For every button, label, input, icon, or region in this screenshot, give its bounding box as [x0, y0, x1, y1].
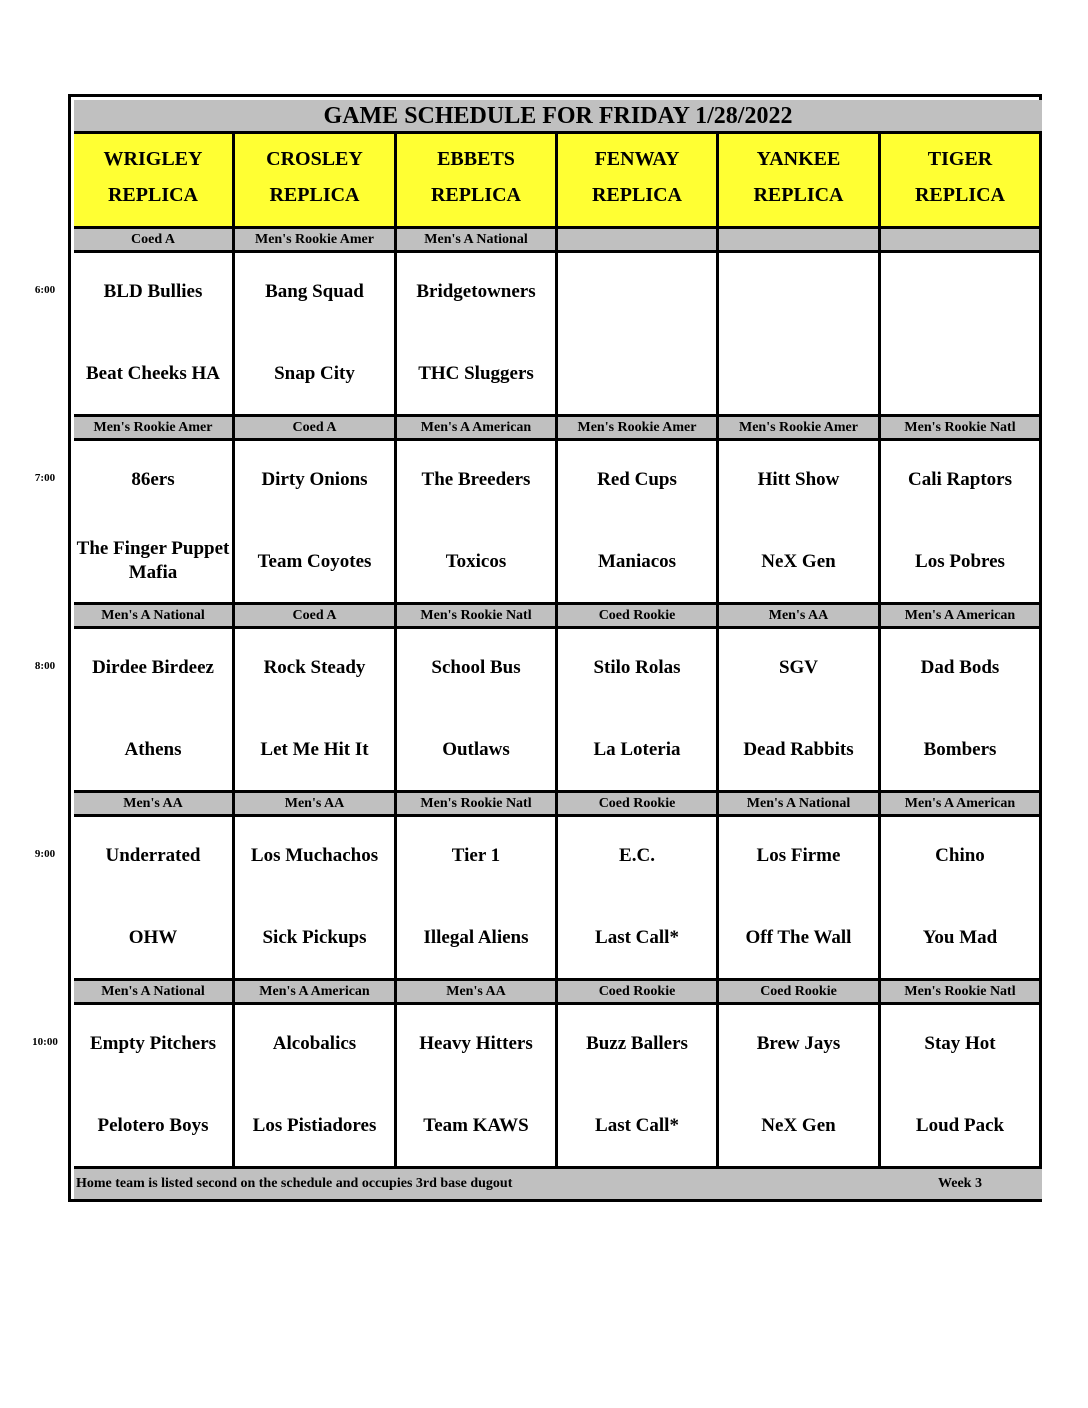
game-cell	[558, 253, 719, 417]
away-team: Chino	[935, 845, 985, 866]
home-team: Los Pistiadores	[252, 1115, 377, 1136]
home-team: Dead Rabbits	[743, 739, 854, 760]
field-name: EBBETS	[437, 148, 515, 170]
game-cell	[74, 1005, 235, 1169]
home-team: Sick Pickups	[262, 927, 367, 948]
field-header	[719, 134, 881, 229]
away-team: Dirdee Birdeez	[92, 657, 214, 678]
home-team: Loud Pack	[915, 1115, 1005, 1136]
field-name: FENWAY	[594, 148, 680, 170]
field-header	[235, 134, 397, 229]
away-team: Underrated	[105, 845, 201, 866]
division-label: Men's Rookie Amer	[235, 229, 397, 253]
division-label: Men's Rookie Amer	[558, 417, 719, 441]
away-team: Empty Pitchers	[89, 1033, 217, 1054]
home-team: Team Coyotes	[257, 551, 372, 572]
game-cell	[719, 629, 881, 793]
away-team: Stilo Rolas	[593, 657, 681, 678]
game-cell	[881, 253, 1042, 417]
division-label: Coed Rookie	[558, 605, 719, 629]
away-team: Los Firme	[756, 845, 841, 866]
division-label: Coed A	[74, 229, 235, 253]
division-label: Men's A American	[397, 417, 558, 441]
division-label: Coed Rookie	[558, 793, 719, 817]
field-subtitle: REPLICA	[914, 184, 1005, 206]
home-team: Snap City	[274, 363, 355, 384]
home-team: Team KAWS	[423, 1115, 529, 1136]
game-cell	[558, 817, 719, 981]
division-label: Men's AA	[719, 605, 881, 629]
home-team: Beat Cheeks HA	[85, 363, 221, 384]
home-team: Let Me Hit It	[260, 739, 369, 760]
time-label: 10:00	[32, 1036, 58, 1048]
home-team: Illegal Aliens	[423, 927, 529, 948]
away-team: SGV	[778, 657, 819, 678]
game-cell	[235, 253, 397, 417]
home-team: THC Sluggers	[418, 363, 534, 384]
home-team: Off The Wall	[745, 927, 852, 948]
away-team: Hitt Show	[757, 469, 840, 490]
away-team: Alcobalics	[272, 1033, 357, 1054]
division-label: Men's Rookie Natl	[881, 417, 1042, 441]
field-name: WRIGLEY	[103, 148, 203, 170]
footer-note: Home team is listed second on the schedule and occupies 3rd base dugout	[76, 1176, 513, 1191]
game-cell	[719, 441, 881, 605]
home-team: Last Call*	[595, 1115, 679, 1136]
home-team: Los Pobres	[915, 551, 1005, 572]
away-team: Heavy Hitters	[419, 1033, 533, 1054]
division-label: Men's A National	[397, 229, 558, 253]
game-cell	[235, 441, 397, 605]
home-team: Outlaws	[442, 739, 510, 760]
division-label: Coed A	[235, 605, 397, 629]
division-label: Coed Rookie	[558, 981, 719, 1005]
time-label: 7:00	[34, 472, 56, 484]
field-header	[397, 134, 558, 229]
week-label: Week 3	[938, 1176, 982, 1191]
home-team: OHW	[128, 927, 178, 948]
field-header	[881, 134, 1042, 229]
game-cell	[881, 441, 1042, 605]
away-team: 86ers	[131, 469, 175, 490]
game-cell	[397, 629, 558, 793]
game-cell	[397, 1005, 558, 1169]
away-team: Los Muchachos	[250, 845, 379, 866]
field-subtitle: REPLICA	[430, 184, 521, 206]
game-cell	[397, 253, 558, 417]
field-subtitle: REPLICA	[269, 184, 360, 206]
away-team: Stay Hot	[924, 1033, 996, 1054]
division-label: Coed A	[235, 417, 397, 441]
field-subtitle: REPLICA	[107, 184, 198, 206]
division-label	[881, 229, 1042, 253]
division-label: Men's A American	[881, 793, 1042, 817]
game-cell	[397, 441, 558, 605]
field-name: TIGER	[927, 148, 993, 170]
game-cell	[235, 629, 397, 793]
home-team: Athens	[124, 739, 182, 760]
away-team: Buzz Ballers	[586, 1033, 688, 1054]
division-label: Men's AA	[235, 793, 397, 817]
away-team: E.C.	[619, 845, 655, 866]
home-team: NeX Gen	[761, 551, 836, 572]
game-cell	[558, 1005, 719, 1169]
home-team: La Loteria	[593, 739, 681, 760]
game-cell	[719, 253, 881, 417]
division-label	[719, 229, 881, 253]
game-cell	[719, 1005, 881, 1169]
field-subtitle: REPLICA	[591, 184, 682, 206]
away-team: Red Cups	[597, 469, 677, 490]
away-team: Dirty Onions	[261, 469, 368, 490]
game-cell	[74, 253, 235, 417]
game-cell	[558, 629, 719, 793]
home-team: Maniacos	[597, 551, 677, 572]
division-label: Men's A National	[74, 981, 235, 1005]
game-cell	[397, 817, 558, 981]
away-team: Bang Squad	[265, 281, 364, 302]
time-label: 9:00	[34, 848, 56, 860]
footer-bar	[74, 1169, 1042, 1199]
game-cell	[74, 817, 235, 981]
division-label: Men's Rookie Amer	[719, 417, 881, 441]
division-label: Men's Rookie Natl	[881, 981, 1042, 1005]
division-label: Men's A National	[719, 793, 881, 817]
field-name: CROSLEY	[266, 148, 363, 170]
game-cell	[719, 817, 881, 981]
page-title: GAME SCHEDULE FOR FRIDAY 1/28/2022	[74, 100, 1042, 134]
game-cell	[235, 1005, 397, 1169]
away-team: School Bus	[431, 657, 521, 678]
home-team: Pelotero Boys	[97, 1115, 209, 1136]
division-label	[558, 229, 719, 253]
division-label: Men's AA	[397, 981, 558, 1005]
game-cell	[74, 441, 235, 605]
home-team: Last Call*	[595, 927, 679, 948]
home-team: You Mad	[922, 927, 998, 948]
division-label: Men's A American	[881, 605, 1042, 629]
game-cell	[881, 817, 1042, 981]
away-team: Bridgetowners	[416, 281, 536, 302]
game-cell	[235, 817, 397, 981]
away-team: BLD Bullies	[103, 281, 203, 302]
division-label: Men's Rookie Amer	[74, 417, 235, 441]
division-label: Men's Rookie Natl	[397, 605, 558, 629]
field-subtitle: REPLICA	[753, 184, 844, 206]
time-label: 8:00	[34, 660, 56, 672]
division-label: Men's AA	[74, 793, 235, 817]
away-team: Tier 1	[451, 845, 501, 866]
away-team: Cali Raptors	[908, 469, 1012, 490]
home-team: NeX Gen	[761, 1115, 836, 1136]
game-cell	[881, 629, 1042, 793]
away-team: Rock Steady	[263, 657, 366, 678]
home-team: Toxicos	[445, 551, 507, 572]
division-label: Men's A American	[235, 981, 397, 1005]
field-header	[74, 134, 235, 229]
away-team: The Breeders	[421, 469, 531, 490]
field-name: YANKEE	[756, 148, 841, 170]
schedule-table	[68, 94, 1042, 1202]
game-cell	[881, 1005, 1042, 1169]
away-team: Dad Bods	[920, 657, 1000, 678]
field-header	[558, 134, 719, 229]
game-cell	[558, 441, 719, 605]
home-team: Bombers	[923, 739, 997, 760]
division-label: Men's Rookie Natl	[397, 793, 558, 817]
game-cell	[74, 629, 235, 793]
time-label: 6:00	[34, 284, 56, 296]
home-team: The Finger Puppet Mafia	[76, 538, 230, 583]
division-label: Coed Rookie	[719, 981, 881, 1005]
division-label: Men's A National	[74, 605, 235, 629]
away-team: Brew Jays	[756, 1033, 841, 1054]
